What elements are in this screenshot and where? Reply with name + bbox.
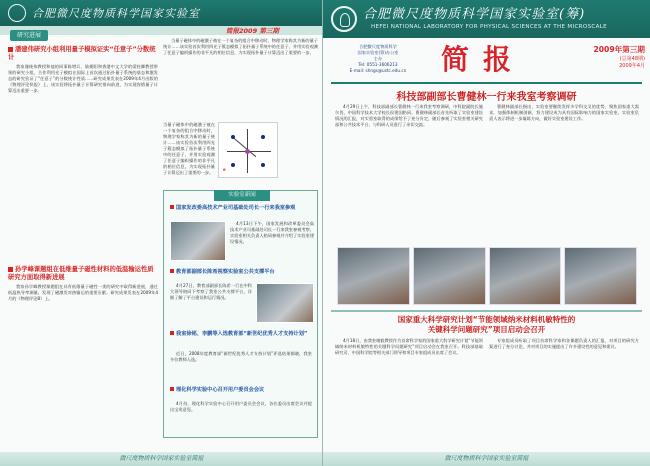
right-column-body: 当量子磁体中的磁激子被在一个复杂的组合中移动时，物理学家称其为新的量子统计……该实验首次利用四光子簇态模拟了拓扑量子系统中的任意子，并用实验观测了任意子编织操作的非平凡的相位信息，为实现拓扑量子计算迈出了重要的一步。 <box>163 38 318 55</box>
issue-strip <box>0 26 323 35</box>
article2-headline: 孙学峰课题组在低维量子磁性材料的低温输运性质研究方面取得新进展 <box>8 266 154 281</box>
contact-line: 国家实验室(筹)办公室 <box>357 50 399 55</box>
second-headline-line1: 国家重大科学研究计划“节能领域纳米材料机敏特性的 <box>397 315 576 324</box>
news-box-title: 实验室新闻 <box>214 190 270 201</box>
contact-line: E-mail: shngs@ustc.edu.cn <box>349 68 407 73</box>
anyon-diagram <box>218 122 278 178</box>
issue-date: 2009年4月 <box>619 63 645 69</box>
left-masthead-title: 合肥微尺度物质科学国家实验室 <box>32 7 200 20</box>
contact-line: 合肥微尺度物质科学 <box>359 44 397 49</box>
visit-photo <box>337 247 410 305</box>
news-photo <box>256 283 314 323</box>
lead-body-right: 曹健林副部长指出，实验室要继续发挥多学科交叉的优势，聚焦国家重大需求，加强体制机制创新，努力建设成为具有国际影响力的国家实验室。实验室负责人表示将进一步凝练方向，做好实验室建设工作。 <box>489 104 639 121</box>
news-item-headline: 理化科学实验中心召开用户委员会会议 <box>170 387 312 393</box>
lead-body-left: 4月29日上午，科技部副部长曹健林一行来我室考察调研，中科院副院长施尔畏、中国科学技术大学校长侯建国陪同。曹健林副部长首先听取了实验室建设情况的汇报，对实验室取得的成绩给予了充分肯定，随后参观了实验室相关研究部和公共技术平台，与科研人员进行了亲切交流。 <box>335 104 483 127</box>
news-bullet-icon <box>170 331 174 335</box>
masthead-en: HEFEI NATIONAL LABORATORY FOR PHYSICAL SCIENCES AT THE MICROSCALE <box>371 24 608 30</box>
issue-number: 2009年第三期 <box>593 45 645 54</box>
news-item-body: 4月份，理化科学实验中心召开用户委员会会议，各位委员出席会议并提出宝贵意见。 <box>170 401 312 412</box>
left-page <box>0 0 323 466</box>
article1-body: 我家谨使伟教授和他的同事陈增兵、陆朝阳和香港中文大学的梁柱卿教授带领的研究小组，合作利用光子模拟在国际上首次通过拓扑量子系统的基态和激发态的研究验证了“任意子”的分数统计性质……研究成果发表在2009年4月出版的《物理评论快报》上。该实验将拓扑量子计算研究推向前进，为实现容错量子计算迈出重要一步。 <box>8 64 158 93</box>
second-headline-line2: 关键科学问题研究”项目启动会召开 <box>427 325 546 334</box>
diagram-label: e <box>223 167 226 172</box>
lab-logo-icon <box>331 6 357 32</box>
news-item-body: 近日，2008年度教育部“新世纪优秀人才支持计划”评选结果揭晓，我室多位教师入选。 <box>170 351 312 362</box>
right-column-body-cont: 当量子磁体中的磁激子被在一个复杂的组合中移动时，物理学家称其为新的量子统计……该实验首次利用四光子簇态模拟了拓扑量子系统中的任意子，并用实验观测了任意子编织操作的非平凡的相位信息，为实现拓扑量子计算迈出了重要的一步。 <box>163 122 215 175</box>
big-title: 简报 <box>441 43 526 76</box>
lab-logo-icon <box>8 4 26 22</box>
section-tab: 研究进展 <box>10 30 48 41</box>
contact-line: 主办 <box>373 56 383 61</box>
news-item-headline: 教育部副部长陈希视察实验室公共支撑平台 <box>170 269 312 275</box>
news-photo <box>170 221 226 261</box>
visit-photo <box>564 247 637 305</box>
headline-bullet-icon <box>8 267 13 272</box>
contact-block <box>333 44 423 74</box>
news-item-headline: 我室徐铭、李鹏等入选教育部“新世纪优秀人才支持计划” <box>170 331 312 337</box>
visit-photo <box>489 247 562 305</box>
news-item-body: 4月27日，教育部副部长陈希一行在中科大领导陪同下考察了我室公共支撑平台，详细了解了平台建设和运行情况。 <box>170 283 252 300</box>
right-page <box>323 0 650 466</box>
second-body-left: 4月18日，由我室谢毅教授作为首席科学家的国家重大科学研究计划“节能领域纳米材料机敏特性的关键科学问题研究”项目启动会在我室召开。科技部基础研究司、中国科学院等相关部门领导和项目专家组成员出席了会议。 <box>335 338 483 355</box>
issue-info <box>585 44 645 69</box>
right-footer: 微尺度物质科学国家实验室简报 <box>323 452 650 466</box>
masthead-cn: 合肥微尺度物质科学国家实验室(筹) <box>363 7 586 22</box>
visit-photos <box>337 247 637 305</box>
left-footer: 微尺度物质科学国家实验室简报 <box>0 452 323 466</box>
lab-news-box <box>163 190 318 438</box>
right-masthead <box>323 0 650 38</box>
second-body-right: 专家组成员听取了项目首席科学家和各课题负责人的汇报，对项目的研究方案进行了充分讨论，并对项目的实施提出了许多建设性的意见和建议。 <box>489 338 639 349</box>
section-rule <box>331 310 642 312</box>
news-bullet-icon <box>170 387 174 391</box>
left-masthead <box>0 0 323 26</box>
lead-headline: 科技部副部长曹健林一行来我室考察调研 <box>396 92 577 103</box>
news-item-headline: 国家发改委高技术产业司基础处司长一行来我室参观 <box>170 205 312 211</box>
contact-line: Tel: 0551-3606213 <box>358 62 398 67</box>
news-bullet-icon <box>170 269 174 273</box>
article1-headline: 潘建伟研究小组利用量子模拟证实“任意子”分数统计 <box>8 46 156 61</box>
news-item-body: 4月13日下午，国家发展和改革委员会高技术产业司基础处司长一行来我室参观考察，实验室相关负责人陪同参观并介绍了实验室建设情况。 <box>230 221 314 244</box>
issue-label: 简报2009 第三期 <box>226 27 279 35</box>
title-rule <box>331 82 642 84</box>
news-bullet-icon <box>170 205 174 209</box>
headline-bullet-icon <box>8 47 13 52</box>
issue-total: (总第48期) <box>619 56 645 62</box>
visit-photo <box>413 247 486 305</box>
article2-body: 我家孙学峰教授课题组在具有低维量子磁性一类的研究中取得新进展，通过低温热导率测量，发现了磁激发对热输运的重要贡献。研究成果发表在2009年4月的《物理评论B》上。 <box>8 284 158 301</box>
